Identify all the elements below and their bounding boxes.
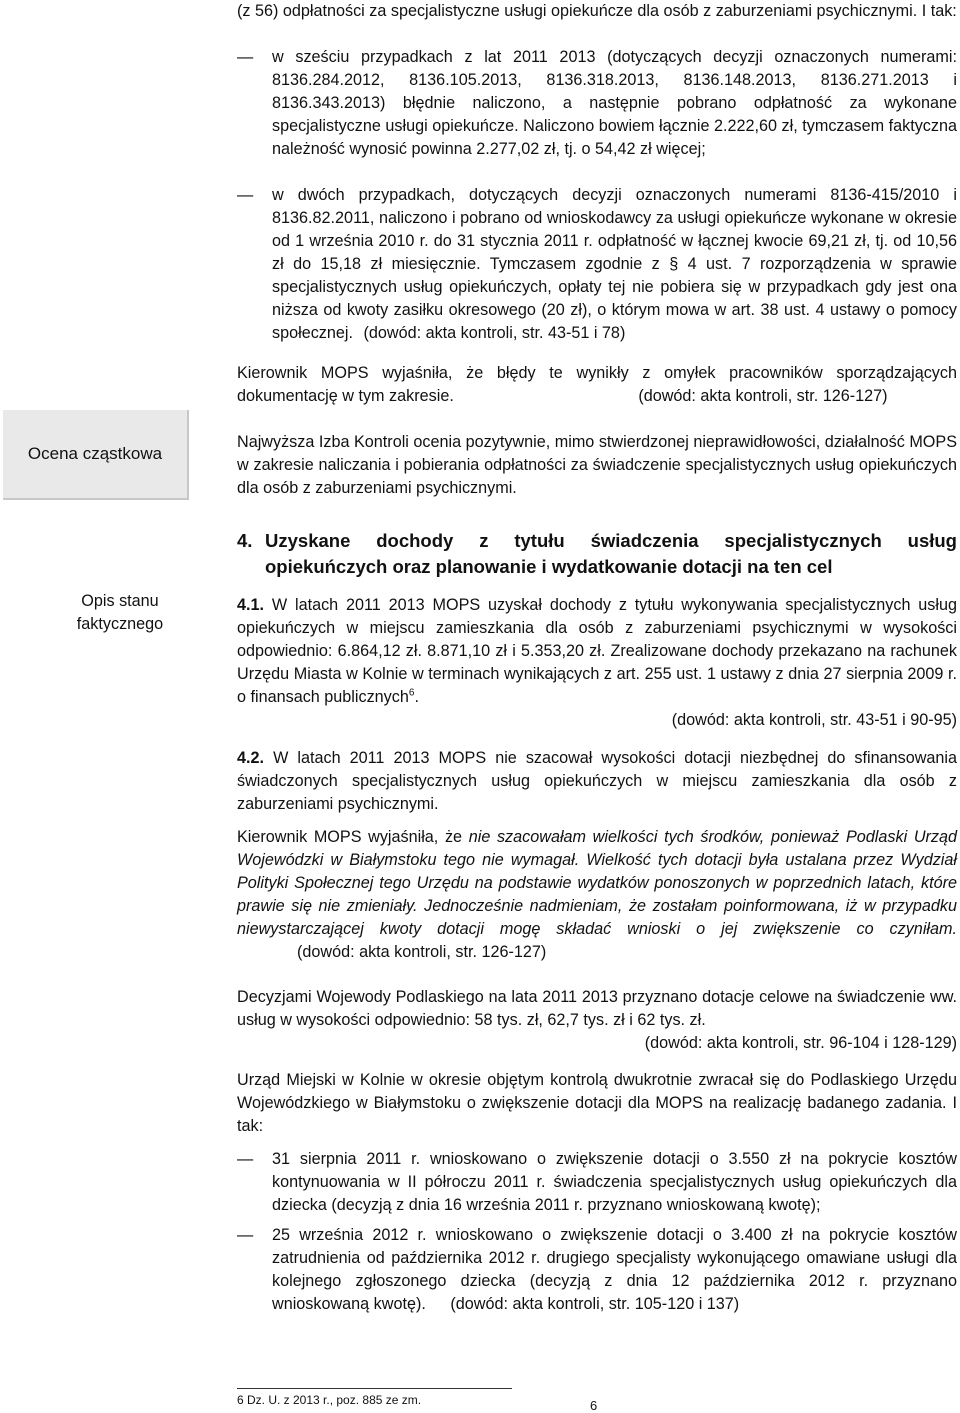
citation: (dowód: akta kontroli, str. 126-127) [638,387,888,405]
paragraph-4-2 [237,747,957,816]
dash-bullet: — [237,1150,254,1168]
dash-bullet: — [237,1226,254,1244]
citation: (dowód: akta kontroli, str. 43-51 i 90-95) [671,711,957,729]
quote-lead: Kierownik MOPS wyjaśniła, że [237,828,463,846]
opis-stanu-label: Opis stanu faktycznego [76,592,164,633]
section-title: Uzyskane dochody z tytułu świadczenia specjalistycznych usług opiekuńczych oraz planowanie i wydatkowanie dotacji na ten cel [265,530,957,577]
list-item-text: 31 sierpnia 2011 r. wnioskowano o zwiększenie dotacji o 3.550 zł na pokrycie kosztów kontynuowania w II półroczu 2011 r. świadczenia specjalistycznych usług opiekuńczych dla dziecka (decyzją z dnia 16 września 2011 r. przyznano wnioskowaną kwotę); [272,1150,957,1214]
citation: (dowód: akta kontroli, str. 126-127) [297,943,547,961]
footnote-ref: 6 [408,687,415,699]
urzad-paragraph: Urząd Miejski w Kolnie w okresie objętym kontrolą dwukrotnie zwracał się do Podlaskiego Urzędu Wojewódzkiego w Białymstoku o zwiększenie dotacji dla MOPS na realizację badanego zadania. I tak: [237,1071,957,1135]
footnote: 6 Dz. U. z 2013 r., poz. 885 ze zm. [237,1393,422,1407]
section-number: 4. [237,530,253,551]
decyzje-paragraph [237,986,957,1055]
citation: (dowód: akta kontroli, str. 43-51 i 78) [363,324,626,342]
citation: (dowód: akta kontroli, str. 105-120 i 137) [450,1295,740,1313]
ocena-paragraph: Najwyższa Izba Kontroli ocenia pozytywnie, mimo stwierdzonej nieprawidłowości, działalność MOPS w zakresie naliczania i pobierania odpłatności za świadczenie specjalistycznych usług opiekuńczych dla osób z zaburzeniami psychicznymi. [237,433,957,497]
list-item [237,1224,957,1316]
intro-paragraph: (z 56) odpłatności za specjalistyczne usługi opiekuńcze dla osób z zaburzeniami psychicznymi. I tak: [237,2,957,20]
paragraph-text: W latach 2011 2013 MOPS nie szacował wysokości dotacji niezbędnej do sfinansowania świadczonych specjalistycznych usług opiekuńczych w miejscu zamieszkania dla osób z zaburzeniami psychicznymi. [237,749,958,813]
explanation-paragraph [237,362,957,408]
section-heading [237,528,957,580]
paragraph-text: W latach 2011 2013 MOPS uzyskał dochody z tytułu wykonywania specjalistycznych usług opiekuńczych w miejscu zamieszkania dla osób z zaburzeniami psychicznymi w wysokości odpowiednio: 6.864,12 zł. 8.871,10 zł i 5.353,20 zł. Zrealizowane dochody przekazano na rachunek Urzędu Miasta w Kolnie w terminach wynikających z art. 255 ust. 1 ustawy z dnia 27 sierpnia 2009 r. o finansach publicznych [237,596,957,706]
list-item [237,1148,957,1217]
paragraph-4-1: 4.1. W latach 2011 2013 MOPS uzyskał dochody z tytułu wykonywania specjalistycznych usług opiekuńczych w miejscu zamieszkania dla osób z zaburzeniami psychicznymi w wysokości odpowiednio: 6.864,12 zł. 8.871,10 zł i 5.353,20 zł. Zrealizowane dochody przekazano na rachunek Urzędu Miasta w Kolnie w terminach wynikających z art. 255 ust. 1 ustawy z dnia 27 sierpnia 2009 r. o finansach publicznych$^6$. (dowód: akta kontroli, str. 43-51 i 90-95) [237,594,957,732]
explanation-text: Kierownik MOPS wyjaśniła, że błędy te wynikły z omyłek pracowników sporządzających dokumentację w tym zakresie. [237,364,957,405]
ocena-czastkowa-label: Ocena cząstkowa [27,444,163,463]
paragraph-number: 4.1. [237,596,265,614]
list-item [237,46,957,161]
paragraph-number: 4.2. [237,749,265,767]
quote-paragraph [237,826,957,964]
list-item-text: 25 września 2012 r. wnioskowano o zwiększenie dotacji o 3.400 zł na pokrycie kosztów zatrudnienia od października 2012 r. drugiego specjalisty wykonującego omawiane usługi dla kolejnego zgłoszonego dziecka (decyzją z dnia 12 października 2012 r. przyznano wnioskowaną kwotę). [272,1226,957,1313]
quote-italic: nie szacowałam wielkości tych środków, ponieważ Podlaski Urząd Wojewódzki w Białymstoku tego nie wymagał. Wielkość tych dotacji była ustalana przez Wydział Polityki Społecznej tego Urzędu na podstawie wydatków ponoszonych w poprzednich latach, które prawie się nie zmieniały. Jednocześnie nadmieniam, że zostałam poinformowana, iż w przypadku niewystarczającej kwoty dotacji mogę składać wnioski o jej zwiększenie co czyniłam. [237,828,958,938]
dash-bullet: — [237,186,254,204]
ocena-czastkowa-box [3,410,189,500]
list-item-text: w dwóch przypadkach, dotyczących decyzji oznaczonych numerami 8136-415/2010 i 8136.82.2011, naliczono i pobrano od wnioskodawcy za usługi opiekuńcze wykonane w okresie od 1 września 2010 r. do 31 stycznia 2011 r. odpłatność w łącznej kwocie 69,21 zł, tj. od 10,56 zł do 15,18 zł miesięcznie. Tymczasem zgodnie z § 4 ust. 7 rozporządzenia w sprawie specjalistycznych usług opiekuńczych, opłaty tej nie pobiera się w przypadkach gdy jest ona niższa od kwoty zasiłku okresowego (20 zł), o którym mowa w art. 38 ust. 4 ustawy o pomocy społecznej. [272,186,957,342]
dash-bullet: — [237,48,254,66]
footnote-divider [237,1388,512,1389]
page-number: 6 [590,1398,598,1413]
list-item-text: w sześciu przypadkach z lat 2011 2013 (dotyczących decyzji oznaczonych numerami: 8136.284.2012, 8136.105.2013, 8136.318.2013, 8136.148.2013, 8136.271.2013 i 8136.343.2013) błędnie naliczono, a następnie pobrano odpłatność za wykonane specjalistyczne usługi opiekuńcze. Naliczono bowiem łącznie 2.222,60 zł, tymczasem faktyczna należność wynosić powinna 2.277,02 zł, tj. o 54,42 zł więcej; [272,48,957,158]
citation: (dowód: akta kontroli, str. 96-104 i 128-129) [644,1034,957,1052]
decyzje-text: Decyzjami Wojewody Podlaskiego na lata 2011 2013 przyznano dotacje celowe na świadczenie ww. usług w wysokości odpowiednio: 58 tys. zł, 62,7 tys. zł i 62 tys. zł. [237,988,957,1029]
list-item [237,184,957,345]
